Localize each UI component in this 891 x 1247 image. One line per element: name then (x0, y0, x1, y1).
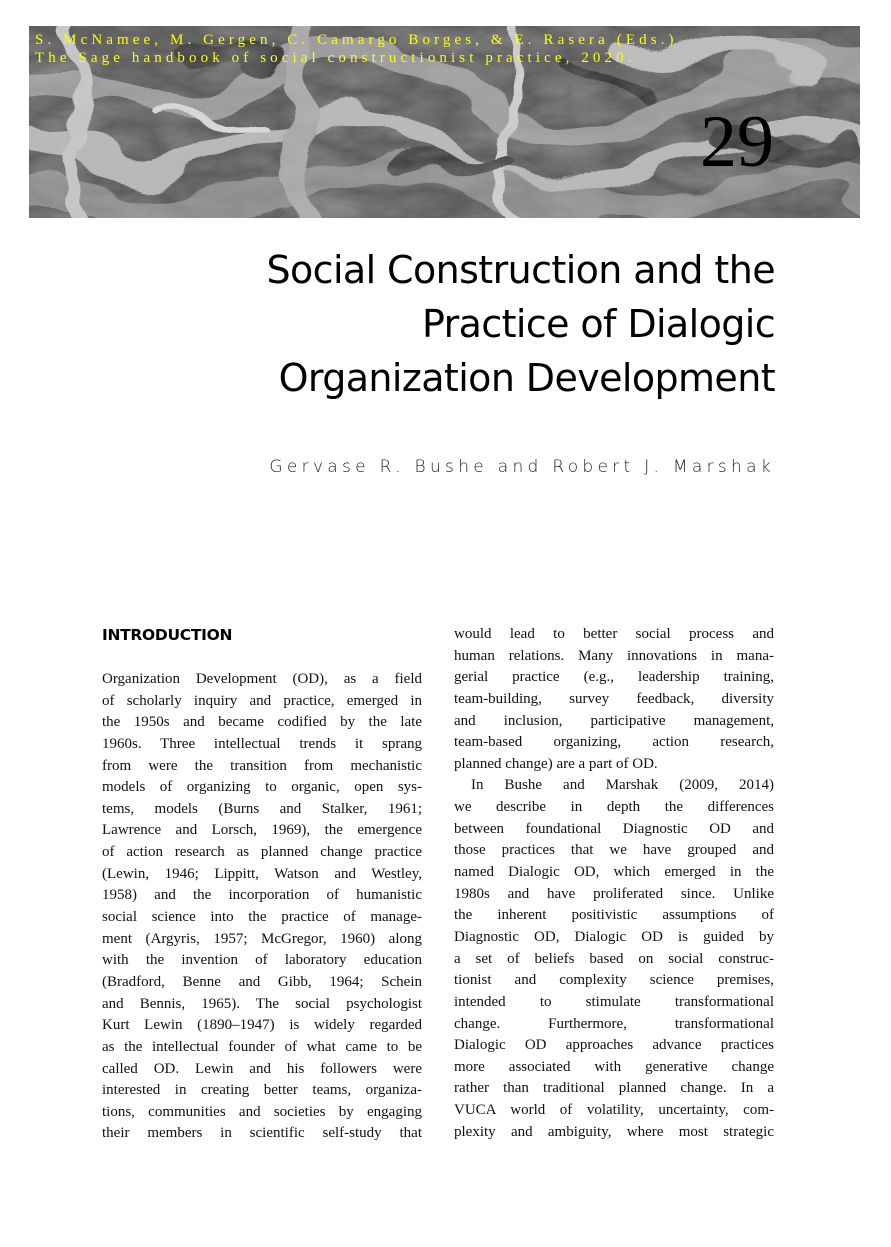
text-line: (Bradford, Benne and Gibb, 1964; Schein (102, 973, 422, 990)
text-line: rather than traditional planned change. In a (454, 1080, 774, 1097)
text-line: human relations. Many innovations in mana- (454, 647, 774, 664)
text-line: 1960s. Three intellectual trends it sprang (102, 735, 422, 752)
text-line: as the intellectual founder of what came to be (102, 1038, 422, 1055)
text-line: In Bushe and Marshak (2009, 2014) (471, 777, 774, 794)
text-line: 1980s and have proliferated since. Unlike (454, 885, 774, 902)
text-line: and inclusion, participative management, (454, 712, 774, 729)
chapter-number: 29 (700, 101, 774, 183)
chapter-title (175, 243, 775, 405)
text-line: between foundational Diagnostic OD and (454, 820, 774, 837)
text-line: more associated with generative change (454, 1058, 774, 1075)
citation-book-title: The Sage handbook of social constructionist practice, 2020. (35, 50, 636, 66)
text-line: (Lewin, 1946; Lippitt, Watson and Westley, (102, 865, 422, 882)
text-line: team-building, survey feedback, diversity (454, 690, 774, 707)
text-line: a set of beliefs based on social construc- (454, 950, 774, 967)
text-line: their members in scientific self-study that (102, 1125, 422, 1142)
right-column (454, 624, 774, 1143)
title-line: Practice of Dialogic (421, 302, 775, 346)
chapter-authors: Gervase R. Bushe and Robert J. Marshak (269, 457, 775, 477)
text-line: the 1950s and became codified by the late (102, 714, 422, 731)
book-citation (35, 31, 678, 67)
text-line: Organization Development (OD), as a field (102, 671, 422, 687)
left-column (102, 624, 422, 1145)
paragraph (454, 775, 774, 1143)
text-line: intended to stimulate transformational (454, 993, 774, 1010)
text-line: of scholarly inquiry and practice, emerged in (102, 692, 422, 709)
paragraph (102, 669, 422, 1145)
text-line: from were the transition from mechanistic (102, 757, 422, 774)
text-line: we describe in depth the differences (454, 799, 774, 816)
text-line: with the invention of laboratory education (102, 952, 422, 969)
text-line: change. Furthermore, transformational (454, 1015, 774, 1032)
text-line: VUCA world of volatility, uncertainty, com- (454, 1102, 774, 1119)
section-heading-introduction: INTRODUCTION (102, 626, 233, 644)
text-line: tions, communities and societies by engaging (102, 1103, 422, 1120)
text-line: models of organizing to organic, open sys- (102, 779, 422, 796)
title-line: Organization Development (278, 356, 775, 400)
text-line: 1958) and the incorporation of humanistic (102, 887, 422, 904)
text-line: Diagnostic OD, Dialogic OD is guided by (454, 928, 774, 945)
text-line: of action research as planned change practice (102, 844, 422, 861)
text-line: interested in creating better teams, organiza- (102, 1082, 422, 1099)
text-line: and Bennis, 1965). The social psychologist (102, 995, 422, 1012)
text-line: social science into the practice of manage- (102, 909, 422, 926)
text-line: Dialogic OD approaches advance practices (454, 1037, 774, 1054)
text-line: called OD. Lewin and his followers were (102, 1060, 422, 1077)
citation-editors: S. McNamee, M. Gergen, C. Camargo Borges, & E. Rasera (Eds.) (35, 32, 678, 48)
paragraph (454, 624, 774, 775)
text-line: those practices that we have grouped and (454, 842, 774, 859)
text-line: would lead to better social process and (454, 626, 774, 642)
text-line: planned change) are a part of OD. (454, 755, 658, 772)
chapter-banner (29, 26, 860, 218)
text-line: plexity and ambiguity, where most strategic (454, 1123, 774, 1140)
text-line: ment (Argyris, 1957; McGregor, 1960) along (102, 930, 422, 947)
text-line: gerial practice (e.g., leadership training, (454, 669, 774, 686)
text-line: Kurt Lewin (1890–1947) is widely regarded (102, 1017, 422, 1034)
text-line: tems, models (Burns and Stalker, 1961; (102, 800, 422, 817)
text-line: team-based organizing, action research, (454, 734, 774, 751)
title-line: Social Construction and the (266, 248, 775, 292)
text-line: the inherent positivistic assumptions of (454, 907, 774, 924)
text-line: tionist and complexity science premises, (454, 972, 774, 989)
text-line: Lawrence and Lorsch, 1969), the emergence (102, 822, 422, 839)
text-line: named Dialogic OD, which emerged in the (454, 864, 774, 881)
